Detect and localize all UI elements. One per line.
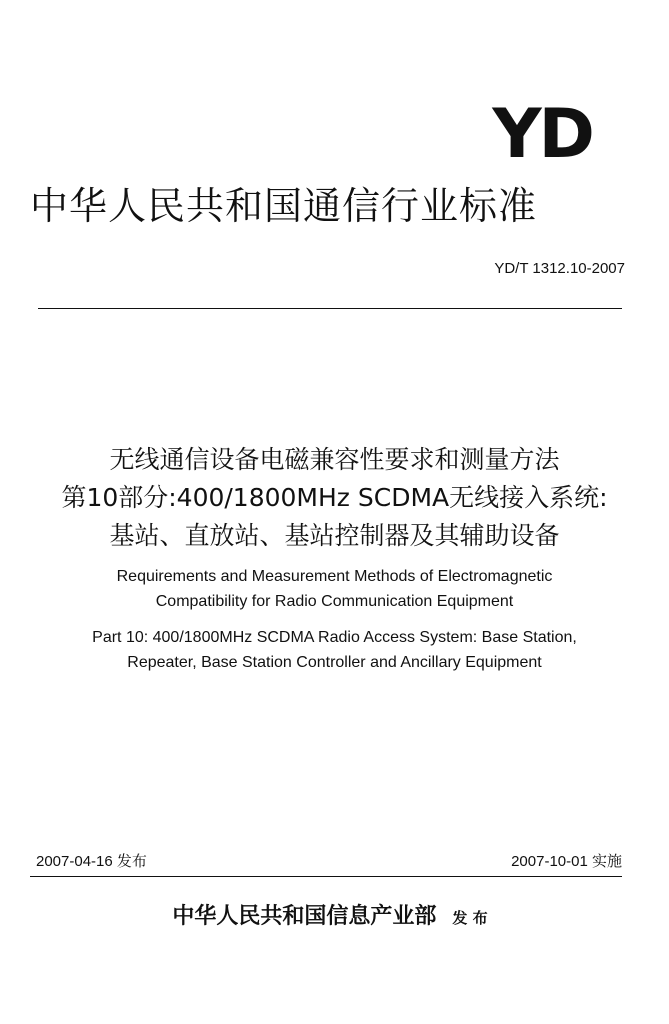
publisher-name: 中华人民共和国信息产业部 bbox=[172, 903, 437, 929]
top-divider bbox=[38, 308, 622, 309]
cn-title-line-3: 基站、直放站、基站控制器及其辅助设备 bbox=[109, 521, 560, 550]
issue-date: 2007-04-16 发布 bbox=[36, 853, 147, 870]
effective-date: 2007-10-01 实施 bbox=[511, 853, 622, 870]
standard-number: YD/T 1312.10-2007 bbox=[494, 260, 625, 277]
en-title-line-4: Repeater, Base Station Controller and Ancillary Equipment bbox=[127, 654, 542, 671]
cn-title-line-2: 第10部分:400/1800MHz SCDMA无线接入系统: bbox=[61, 483, 608, 512]
yd-logo: YD bbox=[492, 95, 592, 174]
en-title-line-2: Compatibility for Radio Communication Equipment bbox=[155, 593, 514, 610]
publisher bbox=[120, 900, 540, 934]
bottom-divider bbox=[30, 876, 622, 877]
cn-title-line-1: 无线通信设备电磁兼容性要求和测量方法 bbox=[109, 445, 560, 474]
org-title: 中华人民共和国通信行业标准 bbox=[30, 184, 538, 228]
publisher-suffix: 发 布 bbox=[452, 909, 488, 927]
en-title-line-3: Part 10: 400/1800MHz SCDMA Radio Access System: Base Station, bbox=[92, 629, 577, 646]
en-title-line-1: Requirements and Measurement Methods of Electromagnetic bbox=[116, 568, 553, 585]
